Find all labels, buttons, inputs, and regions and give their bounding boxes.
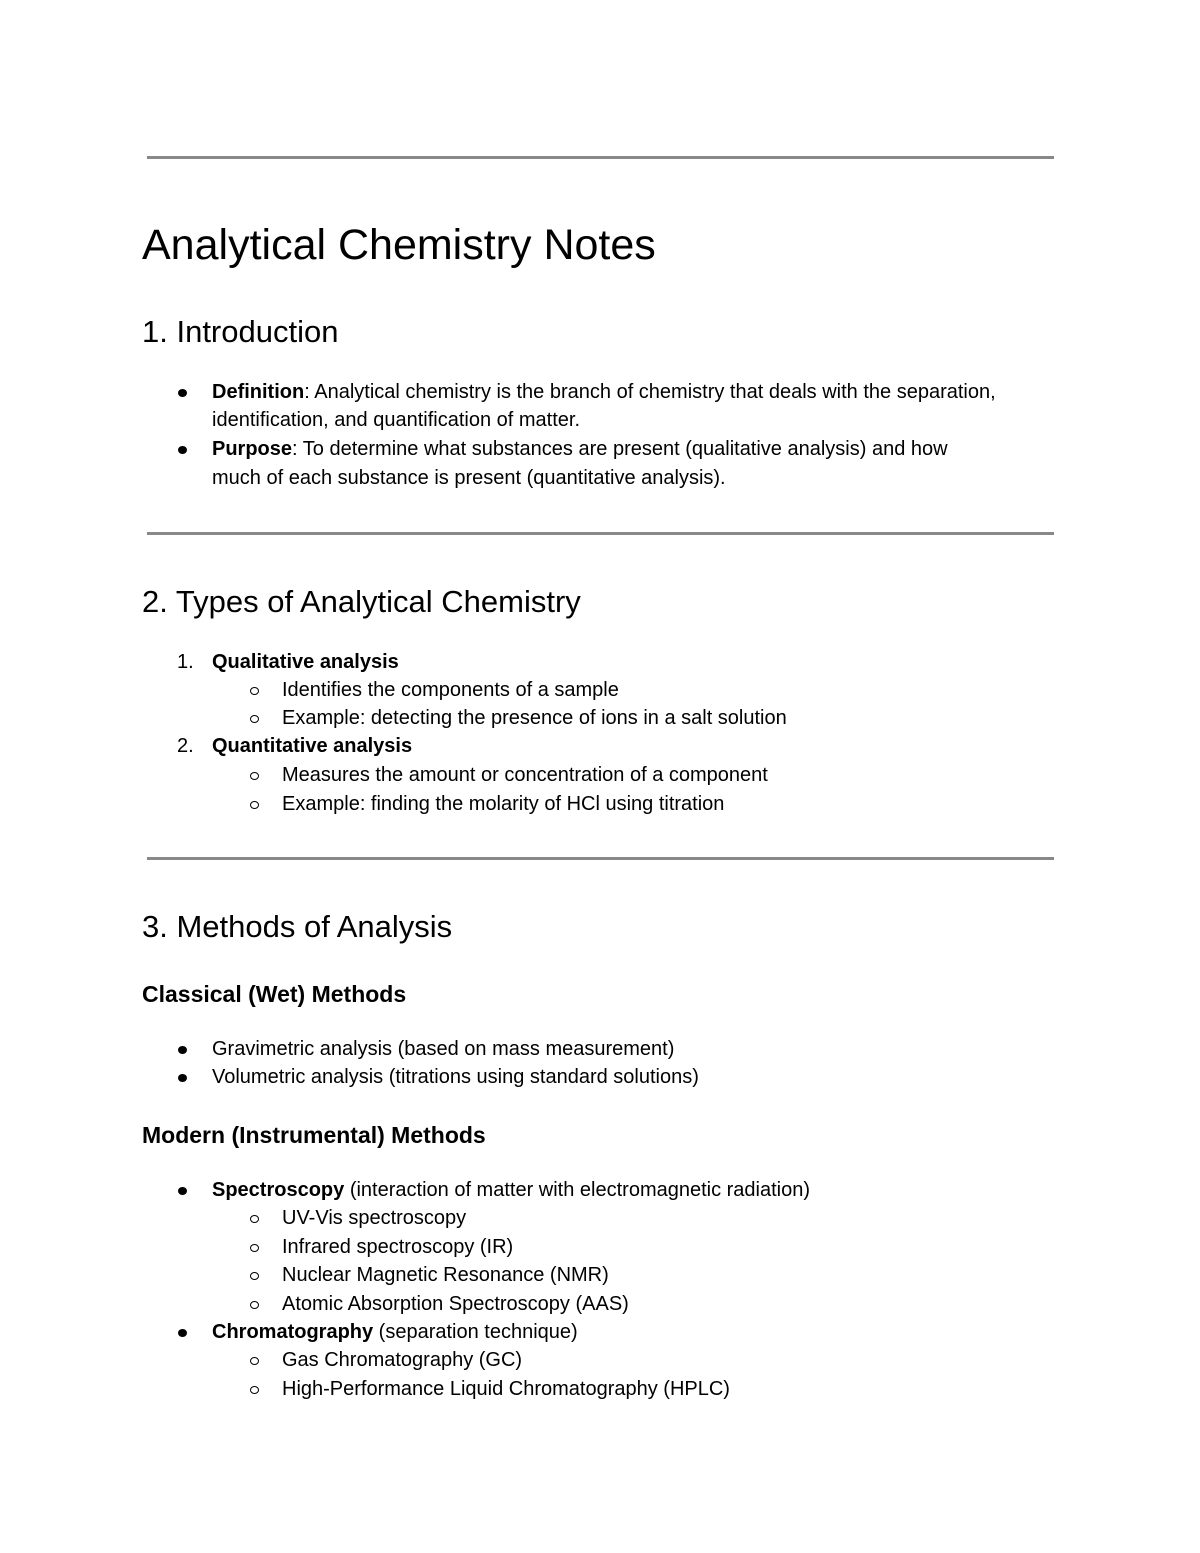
definition-text-continued: identification, and quantification of matter. xyxy=(212,409,581,431)
sub-list-item: Identifies the components of a sample xyxy=(282,679,619,701)
list-number: 1. xyxy=(177,651,194,673)
sub-list-item: Example: detecting the presence of ions in a salt solution xyxy=(282,707,787,729)
chromatography-desc: (separation technique) xyxy=(373,1321,578,1343)
spectroscopy-item xyxy=(212,1176,810,1204)
bullet-icon xyxy=(178,1074,187,1082)
section-heading-types: 2. Types of Analytical Chemistry xyxy=(142,584,581,619)
spectroscopy-term: Spectroscopy xyxy=(212,1179,345,1201)
sub-bullet-icon xyxy=(250,1357,259,1365)
purpose-item xyxy=(212,435,948,463)
sub-list-item: Gas Chromatography (GC) xyxy=(282,1349,523,1371)
section-heading-introduction: 1. Introduction xyxy=(142,314,339,349)
sub-list-item: Example: finding the molarity of HCl using titration xyxy=(282,793,725,815)
list-number: 2. xyxy=(177,735,194,757)
divider-after-types xyxy=(147,857,1054,860)
sub-list-item: Infrared spectroscopy (IR) xyxy=(282,1236,514,1258)
definition-term: Definition xyxy=(212,381,305,403)
sub-list-item: Nuclear Magnetic Resonance (NMR) xyxy=(282,1264,609,1286)
bullet-icon xyxy=(178,389,187,397)
definition-text: : Analytical chemistry is the branch of chemistry that deals with the separation, xyxy=(304,381,996,403)
spectroscopy-desc: (interaction of matter with electromagnetic radiation) xyxy=(344,1179,811,1201)
sub-bullet-icon xyxy=(250,1244,259,1252)
sub-list-item: UV-Vis spectroscopy xyxy=(282,1207,467,1229)
quantitative-analysis-label: Quantitative analysis xyxy=(212,735,413,757)
sub-bullet-icon xyxy=(250,687,259,695)
list-item: Gravimetric analysis (based on mass measurement) xyxy=(212,1038,675,1060)
sub-bullet-icon xyxy=(250,801,259,809)
sub-list-item: High-Performance Liquid Chromatography (HPLC) xyxy=(282,1378,730,1400)
page-title: Analytical Chemistry Notes xyxy=(142,221,656,269)
bullet-icon xyxy=(178,446,187,454)
sub-bullet-icon xyxy=(250,1301,259,1309)
subheading-modern-methods: Modern (Instrumental) Methods xyxy=(142,1122,486,1148)
divider-after-intro xyxy=(147,532,1054,535)
list-item: Volumetric analysis (titrations using standard solutions) xyxy=(212,1066,699,1088)
purpose-text-continued: much of each substance is present (quantitative analysis). xyxy=(212,467,726,489)
sub-bullet-icon xyxy=(250,715,259,723)
chromatography-term: Chromatography xyxy=(212,1321,374,1343)
bullet-icon xyxy=(178,1046,187,1054)
divider-top xyxy=(147,156,1054,159)
qualitative-analysis-label: Qualitative analysis xyxy=(212,651,399,673)
bullet-icon xyxy=(178,1187,187,1195)
sub-list-item: Atomic Absorption Spectroscopy (AAS) xyxy=(282,1293,629,1315)
definition-item xyxy=(212,378,996,406)
chromatography-item xyxy=(212,1318,578,1346)
sub-list-item: Measures the amount or concentration of a component xyxy=(282,764,768,786)
purpose-term: Purpose xyxy=(212,438,293,460)
sub-bullet-icon xyxy=(250,1272,259,1280)
sub-bullet-icon xyxy=(250,1386,259,1394)
subheading-classical-methods: Classical (Wet) Methods xyxy=(142,981,407,1007)
sub-bullet-icon xyxy=(250,772,259,780)
section-heading-methods: 3. Methods of Analysis xyxy=(142,909,453,944)
sub-bullet-icon xyxy=(250,1215,259,1223)
purpose-text: : To determine what substances are present (qualitative analysis) and how xyxy=(292,438,948,460)
bullet-icon xyxy=(178,1329,187,1337)
